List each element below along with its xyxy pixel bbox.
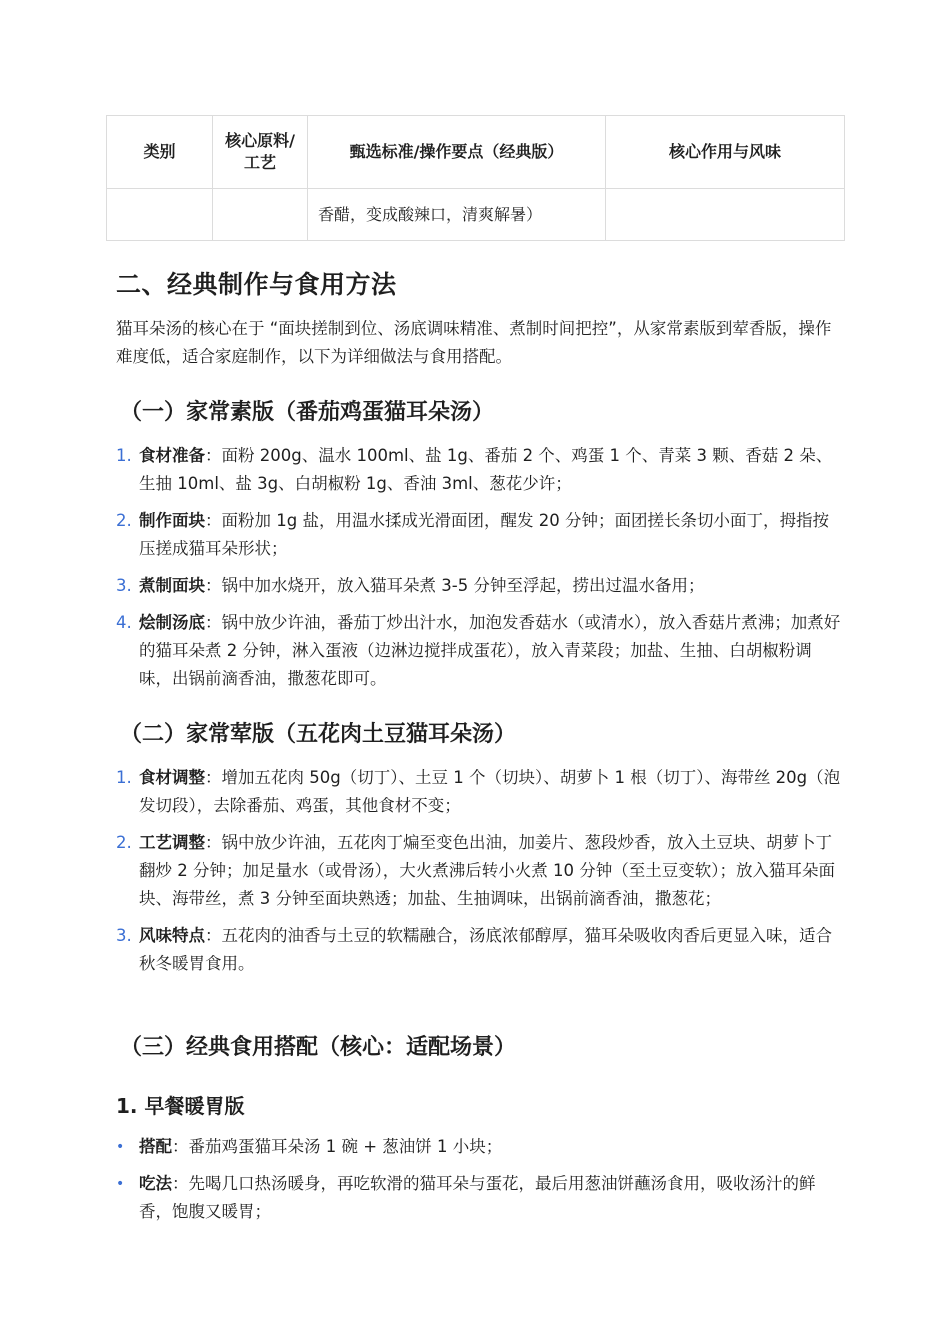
list-number: 3. [116, 576, 132, 595]
table-header-row [107, 116, 845, 189]
list-term: 制作面块 [139, 511, 205, 530]
table-header-cell: 核心原料/ 工艺 [213, 116, 308, 189]
list-text: ：锅中放少许油，五花肉丁煸至变色出油，加姜片、葱段炒香，放入土豆块、胡萝卜丁翻炒 2 分钟；加足量水（或骨汤），大火煮沸后转小火煮 10 分钟（至土豆变软）；放入猫耳朵面块、海带丝，煮 3 分钟至面块熟透；加盐、生抽调味，出锅前滴香油，撒葱花； [139, 833, 835, 908]
list-item [116, 922, 844, 978]
intro-paragraph: 猫耳朵汤的核心在于 “面块搓制到位、汤底调味精准、煮制时间把控”，从家常素版到荤香版，操作难度低，适合家庭制作，以下为详细做法与食用搭配。 [116, 319, 832, 366]
list-term: 烩制汤底 [139, 613, 205, 632]
list-text: ：增加五花肉 50g（切丁）、土豆 1 个（切块）、胡萝卜 1 根（切丁）、海带丝 20g（泡发切段），去除番茄、鸡蛋，其他食材不变； [139, 768, 841, 815]
list-item [116, 764, 844, 820]
minor-heading: 1. 早餐暖胃版 [116, 1094, 245, 1118]
table-cell [606, 189, 845, 241]
bullet-icon: • [116, 1139, 125, 1155]
list-item [116, 609, 844, 693]
list-number: 2. [116, 511, 132, 530]
list-text: ：锅中加水烧开，放入猫耳朵煮 3-5 分钟至浮起，捞出过温水备用； [205, 576, 705, 595]
steps-list-2 [116, 764, 844, 978]
list-item [116, 1170, 844, 1226]
spec-table [106, 115, 845, 241]
list-number: 1. [116, 768, 132, 787]
list-item [116, 572, 844, 600]
bullet-icon: • [116, 1176, 125, 1192]
list-term: 风味特点 [139, 926, 205, 945]
list-term: 食材准备 [139, 446, 205, 465]
list-item [116, 442, 844, 498]
list-item [116, 1133, 844, 1161]
list-term: 煮制面块 [139, 576, 205, 595]
list-number: 1. [116, 446, 132, 465]
bullet-list [116, 1133, 844, 1226]
table-header-cell: 类别 [107, 116, 213, 189]
list-item [116, 507, 844, 563]
steps-list-1 [116, 442, 844, 693]
list-text: ：先喝几口热汤暖身，再吃软滑的猫耳朵与蛋花，最后用葱油饼蘸汤食用，吸收汤汁的鲜香，饱腹又暖胃； [139, 1174, 816, 1221]
table-header-cell: 甄选标准/操作要点（经典版） [308, 116, 606, 189]
list-term: 工艺调整 [139, 833, 205, 852]
subsection-heading-1: （一）家常素版（番茄鸡蛋猫耳朵汤） [120, 400, 495, 425]
list-term: 搭配 [139, 1137, 172, 1156]
list-text: ：面粉加 1g 盐，用温水揉成光滑面团，醒发 20 分钟；面团搓长条切小面丁，拇指按压搓成猫耳朵形状； [139, 511, 829, 558]
list-number: 4. [116, 613, 132, 632]
subsection-heading-3: （三）经典食用搭配（核心：适配场景） [120, 1035, 517, 1060]
list-term: 食材调整 [139, 768, 205, 787]
list-term: 吃法 [139, 1174, 172, 1193]
list-item [116, 829, 844, 913]
list-number: 2. [116, 833, 132, 852]
list-text: ：五花肉的油香与土豆的软糯融合，汤底浓郁醇厚，猫耳朵吸收肉香后更显入味，适合秋冬暖胃食用。 [139, 926, 832, 973]
list-number: 3. [116, 926, 132, 945]
table-cell: 香醋，变成酸辣口，清爽解暑） [308, 189, 606, 241]
table-cell [107, 189, 213, 241]
subsection-heading-2: （二）家常荤版（五花肉土豆猫耳朵汤） [120, 722, 517, 747]
table-cell [213, 189, 308, 241]
section-heading: 二、经典制作与食用方法 [116, 270, 397, 299]
table-row [107, 189, 845, 241]
list-text: ：面粉 200g、温水 100ml、盐 1g、番茄 2 个、鸡蛋 1 个、青菜 3 颗、香菇 2 朵、生抽 10ml、盐 3g、白胡椒粉 1g、香油 3ml、葱花少许； [139, 446, 833, 493]
list-text: ：锅中放少许油，番茄丁炒出汁水，加泡发香菇水（或清水），放入香菇片煮沸；加煮好的猫耳朵煮 2 分钟，淋入蛋液（边淋边搅拌成蛋花），放入青菜段；加盐、生抽、白胡椒粉调味，出锅前滴香油，撒葱花即可。 [139, 613, 841, 688]
table-header-cell: 核心作用与风味 [606, 116, 845, 189]
list-text: ：番茄鸡蛋猫耳朵汤 1 碗 + 葱油饼 1 小块； [172, 1137, 503, 1156]
